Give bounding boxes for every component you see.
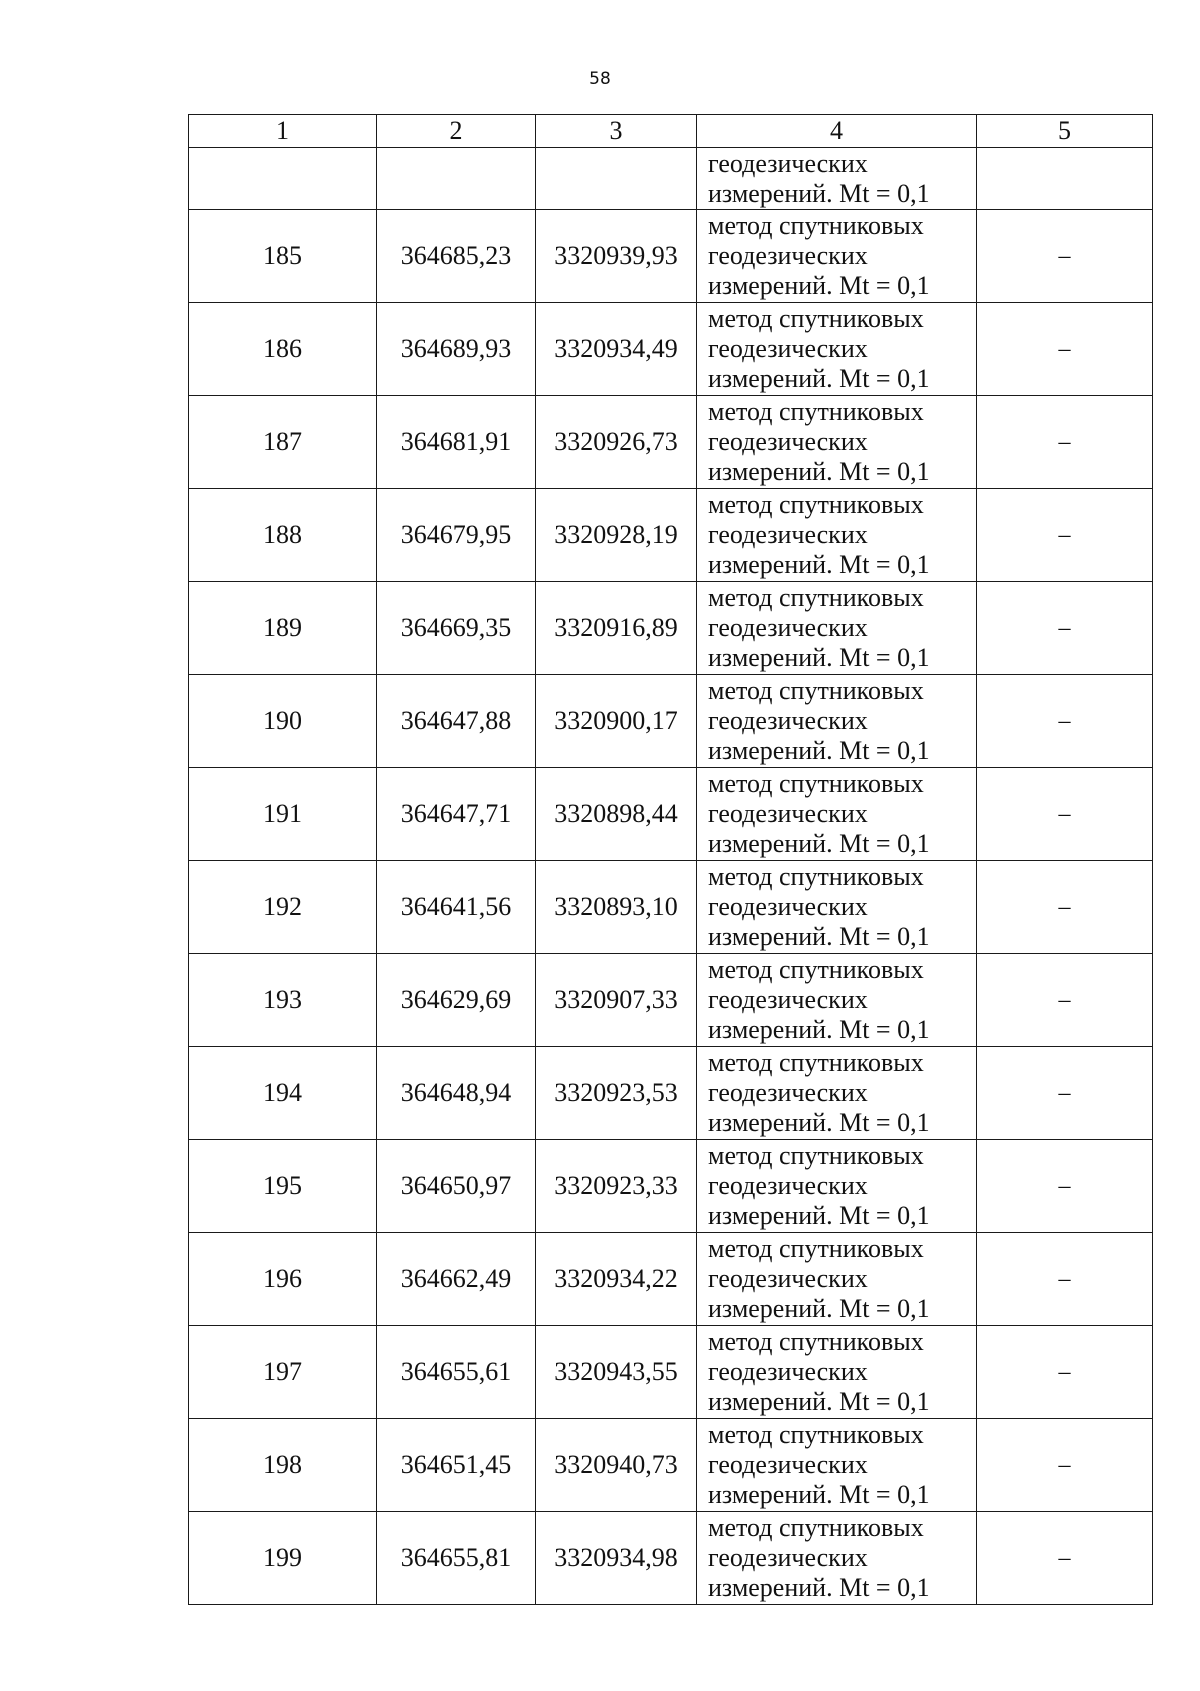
column-header-2: 2 [377,115,536,148]
method-line: метод спутниковых [708,1141,924,1170]
x-coordinate-cell: 364641,56 [377,861,536,954]
method-line: геодезических [708,1264,868,1293]
y-coordinate-cell: 3320934,49 [536,303,697,396]
point-number-cell: 190 [189,675,377,768]
method-line: измерений. Mt = 0,1 [708,271,930,300]
y-coordinate-cell: 3320898,44 [536,768,697,861]
method-cell [697,1326,977,1419]
page-number: 58 [589,69,611,89]
method-line: геодезических [708,1543,868,1572]
x-coordinate-cell: 364629,69 [377,954,536,1047]
method-line: геодезических [708,892,868,921]
column-header-1: 1 [189,115,377,148]
method-line: геодезических [708,613,868,642]
method-cell [697,1047,977,1140]
method-line: метод спутниковых [708,1234,924,1263]
method-line: метод спутниковых [708,1048,924,1077]
table-row [189,1047,1153,1140]
method-cell [697,768,977,861]
method-line: измерений. Mt = 0,1 [708,1108,930,1137]
table-header-row [189,115,1153,148]
table-row [189,1140,1153,1233]
point-number-cell [189,148,377,210]
x-coordinate-cell: 364685,23 [377,210,536,303]
x-coordinate-cell: 364647,88 [377,675,536,768]
note-cell: – [977,768,1153,861]
point-number-cell: 186 [189,303,377,396]
method-line: метод спутниковых [708,304,924,333]
method-line: измерений. Mt = 0,1 [708,1294,930,1323]
x-coordinate-cell: 364651,45 [377,1419,536,1512]
table-row [189,303,1153,396]
method-line: геодезических [708,334,868,363]
method-line: метод спутниковых [708,397,924,426]
method-line: геодезических [708,427,868,456]
point-number-cell: 199 [189,1512,377,1605]
point-number-cell: 198 [189,1419,377,1512]
x-coordinate-cell: 364681,91 [377,396,536,489]
y-coordinate-cell: 3320940,73 [536,1419,697,1512]
note-cell [977,148,1153,210]
point-number-cell: 193 [189,954,377,1047]
table-row [189,954,1153,1047]
note-cell: – [977,954,1153,1047]
y-coordinate-cell: 3320939,93 [536,210,697,303]
method-line: метод спутниковых [708,955,924,984]
table-body [189,115,1153,1605]
method-line: геодезических [708,1357,868,1386]
method-cell [697,303,977,396]
table-row [189,582,1153,675]
method-line: геодезических [708,799,868,828]
y-coordinate-cell: 3320934,22 [536,1233,697,1326]
method-cell [697,861,977,954]
method-cell [697,210,977,303]
point-number-cell: 189 [189,582,377,675]
y-coordinate-cell [536,148,697,210]
table-row [189,768,1153,861]
continuation-row [189,148,1153,210]
method-line: геодезических [708,1078,868,1107]
y-coordinate-cell: 3320900,17 [536,675,697,768]
point-number-cell: 196 [189,1233,377,1326]
table-row [189,1512,1153,1605]
note-cell: – [977,396,1153,489]
table-row [189,1233,1153,1326]
coordinates-table [188,114,1153,1605]
method-line: измерений. Mt = 0,1 [708,457,930,486]
x-coordinate-cell: 364655,81 [377,1512,536,1605]
x-coordinate-cell: 364662,49 [377,1233,536,1326]
point-number-cell: 194 [189,1047,377,1140]
method-line: геодезических [708,1171,868,1200]
method-line: геодезических [708,148,868,178]
method-line: геодезических [708,520,868,549]
x-coordinate-cell [377,148,536,210]
method-line: геодезических [708,241,868,270]
method-cell [697,1140,977,1233]
table-row [189,1419,1153,1512]
point-number-cell: 187 [189,396,377,489]
method-line: метод спутниковых [708,583,924,612]
table-row [189,861,1153,954]
table-row [189,210,1153,303]
y-coordinate-cell: 3320923,53 [536,1047,697,1140]
method-line: измерений. Mt = 0,1 [708,829,930,858]
column-header-3: 3 [536,115,697,148]
method-line: геодезических [708,1450,868,1479]
method-line: измерений. Mt = 0,1 [708,1015,930,1044]
x-coordinate-cell: 364689,93 [377,303,536,396]
point-number-cell: 188 [189,489,377,582]
method-cell [697,954,977,1047]
y-coordinate-cell: 3320916,89 [536,582,697,675]
method-line: измерений. Mt = 0,1 [708,1480,930,1509]
point-number-cell: 191 [189,768,377,861]
method-line: метод спутниковых [708,1420,924,1449]
x-coordinate-cell: 364655,61 [377,1326,536,1419]
y-coordinate-cell: 3320893,10 [536,861,697,954]
method-line: измерений. Mt = 0,1 [708,364,930,393]
method-cell [697,582,977,675]
note-cell: – [977,675,1153,768]
method-line: метод спутниковых [708,862,924,891]
note-cell: – [977,1326,1153,1419]
point-number-cell: 185 [189,210,377,303]
method-line: измерений. Mt = 0,1 [708,1201,930,1230]
method-cell [697,675,977,768]
y-coordinate-cell: 3320943,55 [536,1326,697,1419]
point-number-cell: 195 [189,1140,377,1233]
method-cell [697,148,977,210]
method-line: измерений. Mt = 0,1 [708,736,930,765]
method-line: измерений. Mt = 0,1 [708,922,930,951]
note-cell: – [977,1419,1153,1512]
column-header-4: 4 [697,115,977,148]
method-line: метод спутниковых [708,676,924,705]
method-line: измерений. Mt = 0,1 [708,178,930,208]
table-row [189,489,1153,582]
method-line: геодезических [708,706,868,735]
note-cell: – [977,489,1153,582]
method-line: метод спутниковых [708,211,924,240]
column-header-5: 5 [977,115,1153,148]
method-line: измерений. Mt = 0,1 [708,643,930,672]
note-cell: – [977,1512,1153,1605]
table-row [189,396,1153,489]
note-cell: – [977,1047,1153,1140]
method-cell [697,1419,977,1512]
table-row [189,1326,1153,1419]
method-line: метод спутниковых [708,1327,924,1356]
method-line: метод спутниковых [708,1513,924,1542]
note-cell: – [977,861,1153,954]
note-cell: – [977,1140,1153,1233]
y-coordinate-cell: 3320923,33 [536,1140,697,1233]
method-line: измерений. Mt = 0,1 [708,550,930,579]
method-cell [697,489,977,582]
point-number-cell: 197 [189,1326,377,1419]
note-cell: – [977,303,1153,396]
x-coordinate-cell: 364648,94 [377,1047,536,1140]
x-coordinate-cell: 364679,95 [377,489,536,582]
y-coordinate-cell: 3320926,73 [536,396,697,489]
y-coordinate-cell: 3320934,98 [536,1512,697,1605]
method-cell [697,396,977,489]
method-cell [697,1512,977,1605]
method-line: геодезических [708,985,868,1014]
point-number-cell: 192 [189,861,377,954]
method-line: измерений. Mt = 0,1 [708,1387,930,1416]
x-coordinate-cell: 364669,35 [377,582,536,675]
y-coordinate-cell: 3320907,33 [536,954,697,1047]
table-row [189,675,1153,768]
method-line: метод спутниковых [708,490,924,519]
x-coordinate-cell: 364647,71 [377,768,536,861]
y-coordinate-cell: 3320928,19 [536,489,697,582]
note-cell: – [977,210,1153,303]
method-cell [697,1233,977,1326]
note-cell: – [977,1233,1153,1326]
method-line: метод спутниковых [708,769,924,798]
note-cell: – [977,582,1153,675]
x-coordinate-cell: 364650,97 [377,1140,536,1233]
method-line: измерений. Mt = 0,1 [708,1573,930,1602]
